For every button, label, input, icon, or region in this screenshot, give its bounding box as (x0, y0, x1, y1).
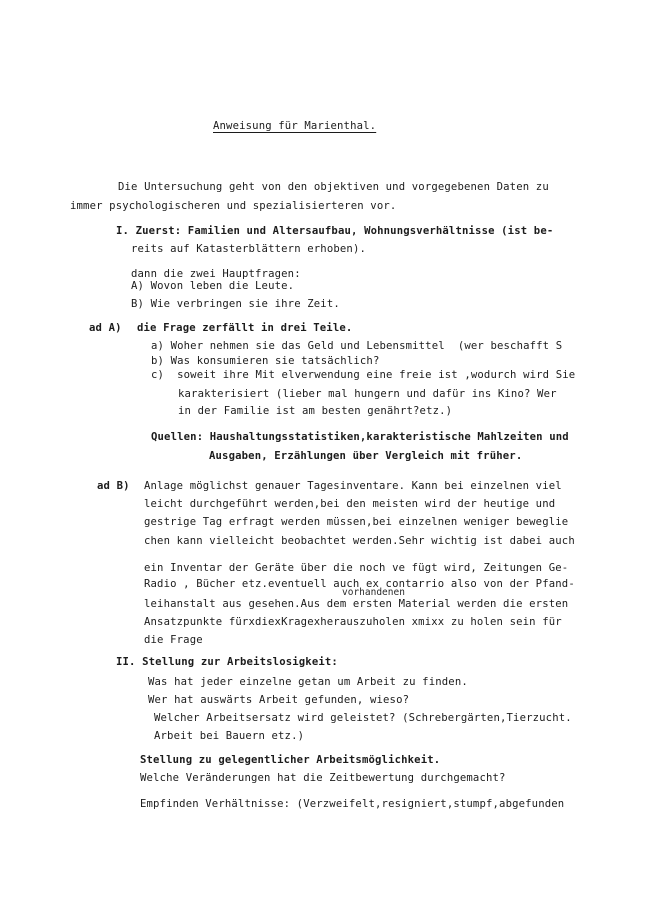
ad-a-item: karakterisiert (lieber mal hungern und dafür ins Kino? Wer (178, 388, 557, 400)
intro-line: Die Untersuchung geht von den objektiven und vorgegebenen Daten zu (118, 181, 549, 193)
main-question-b: B) Wie verbringen sie ihre Zeit. (131, 298, 340, 310)
section-two-line: Wer hat auswärts Arbeit gefunden, wieso? (148, 694, 410, 706)
ad-a-text: die Frage zerfällt in drei Teile. (137, 322, 353, 334)
section-one-line: reits auf Katasterblättern erhoben). (131, 243, 367, 255)
ad-b-label: ad B) (97, 480, 130, 492)
section-two-heading: II. Stellung zur Arbeitslosigkeit: (116, 656, 338, 668)
sources-line: Ausgaben, Erzählungen über Vergleich mit früher. (209, 450, 523, 462)
ad-b-line: gestrige Tag erfragt werden müssen,bei einzelnen weniger beweglie (144, 516, 569, 528)
ad-a-item: a) Woher nehmen sie das Geld und Lebensmittel (wer beschafft S (151, 340, 563, 352)
ad-b-line: Ansatzpunkte fürxdiexKragexherauszuholen xmixx zu holen sein für (144, 616, 562, 628)
page-title: Anweisung für Marienthal. (213, 120, 377, 132)
sources-line: Quellen: Haushaltungsstatistiken,karakteristische Mahlzeiten und (151, 431, 569, 443)
typed-insertion: vorhandenen (342, 587, 405, 598)
ad-b-line: die Frage (144, 634, 203, 646)
section-two-line: Stellung zu gelegentlicher Arbeitsmöglichkeit. (140, 754, 441, 766)
ad-a-label: ad A) (89, 322, 122, 334)
section-two-line: Was hat jeder einzelne getan um Arbeit zu finden. (148, 676, 468, 688)
ad-b-line: ein Inventar der Geräte über die noch ve fügt wird, Zeitungen Ge- (144, 562, 569, 574)
ad-b-line: leihanstalt aus gesehen.Aus dem ersten Material werden die ersten (144, 598, 569, 610)
ad-b-line: Anlage möglichst genauer Tagesinventare. Kann bei einzelnen viel (144, 480, 562, 492)
ad-a-item: c) soweit ihre Mit elverwendung eine freie ist ,wodurch wird Sie (151, 369, 576, 381)
section-one-line: I. Zuerst: Familien und Altersaufbau, Wohnungsverhältnisse (ist be- (116, 225, 554, 237)
ad-b-line: Radio , Bücher etz.eventuell auch ex contarrio also von der Pfand- (144, 578, 575, 590)
ad-a-item: in der Familie ist am besten genährt?etz.) (178, 405, 453, 417)
ad-a-item: b) Was konsumieren sie tatsächlich? (151, 355, 380, 367)
section-two-line: Arbeit bei Bauern etz.) (154, 730, 305, 742)
section-two-line: Empfinden Verhältnisse: (Verzweifelt,resigniert,stumpf,abgefunden (140, 798, 565, 810)
intro-line: immer psychologischeren und spezialisierteren vor. (70, 200, 397, 212)
section-two-line: Welche Veränderungen hat die Zeitbewertung durchgemacht? (140, 772, 506, 784)
main-question-a: A) Wovon leben die Leute. (131, 280, 295, 292)
ad-b-line: chen kann vielleicht beobachtet werden.Sehr wichtig ist dabei auch (144, 535, 575, 547)
ad-b-line: leicht durchgeführt werden,bei den meisten wird der heutige und (144, 498, 556, 510)
section-two-line: Welcher Arbeitsersatz wird geleistet? (Schrebergärten,Tierzucht. (154, 712, 572, 724)
main-questions-intro: dann die zwei Hauptfragen: (131, 268, 301, 280)
